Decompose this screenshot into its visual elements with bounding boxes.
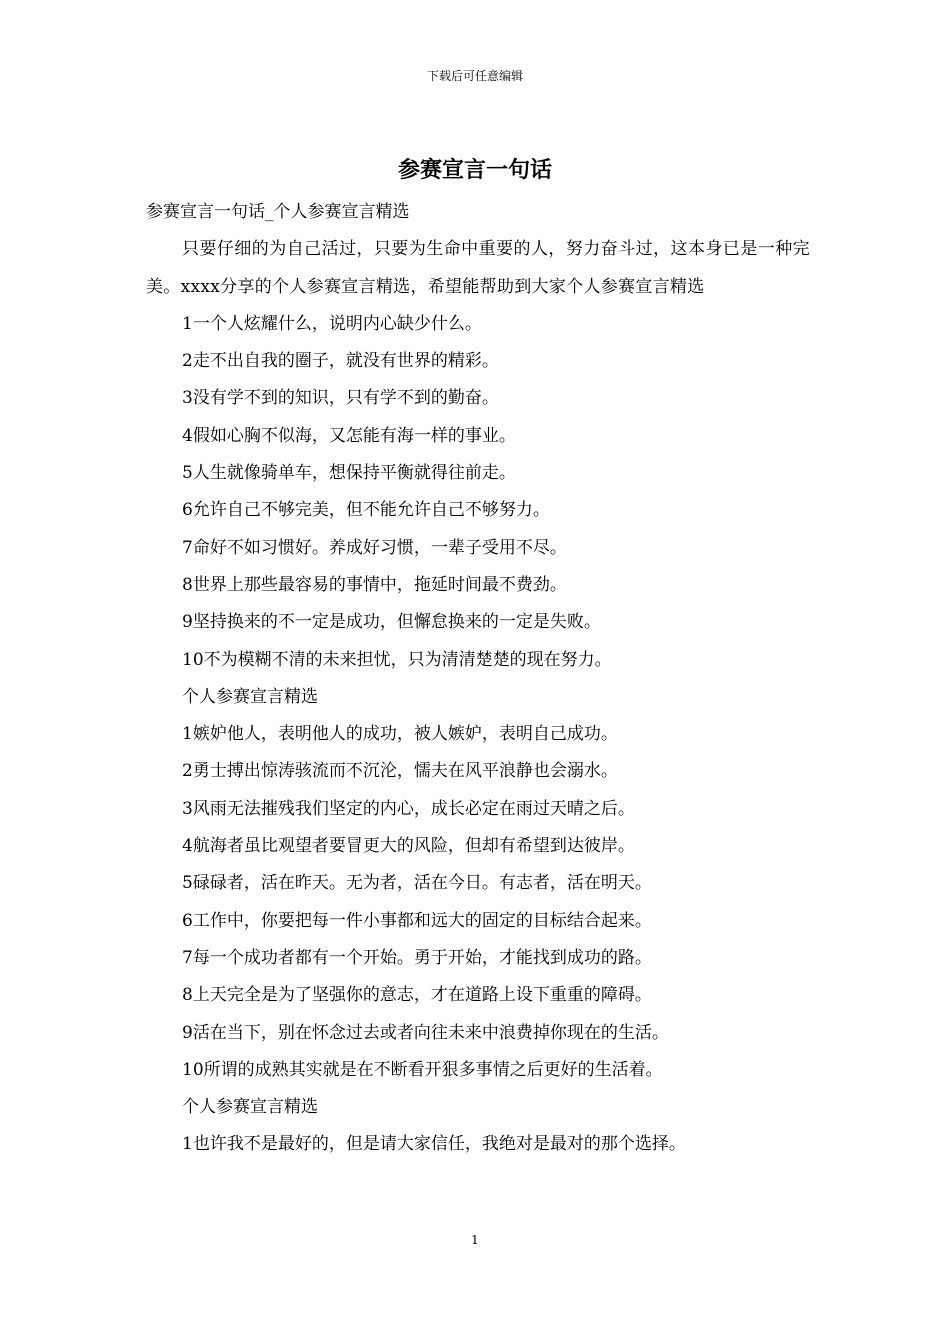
page-header-note: 下载后可任意编辑	[426, 69, 523, 83]
section-2-list	[146, 716, 810, 1089]
list-item: 2勇士搏出惊涛骇流而不沉沦，懦夫在风平浪静也会溺水。	[182, 761, 618, 782]
list-item: 8世界上那些最容易的事情中，拖延时间最不费劲。	[182, 574, 567, 595]
list-item: 1也许我不是最好的，但是请大家信任，我绝对是最对的那个选择。	[182, 1134, 686, 1155]
list-item: 9活在当下，别在怀念过去或者向往未来中浪费掉你现在的生活。	[182, 1022, 669, 1043]
list-item: 2走不出自我的圈子，就没有世界的精彩。	[182, 351, 499, 372]
section-2-heading: 个人参赛宣言精选	[182, 686, 318, 707]
list-item: 1一个人炫耀什么，说明内心缺少什么。	[182, 313, 482, 334]
list-item: 6允许自己不够完美，但不能允许自己不够努力。	[182, 500, 550, 521]
list-item: 4假如心胸不似海，又怎能有海一样的事业。	[182, 425, 516, 446]
list-item: 8上天完全是为了坚强你的意志，才在道路上设下重重的障碍。	[182, 985, 652, 1006]
page-number: 1	[471, 1233, 479, 1247]
list-item: 5碌碌者，活在昨天。无为者，活在今日。有志者，活在明天。	[182, 873, 652, 894]
list-item: 6工作中，你要把每一件小事都和远大的固定的目标结合起来。	[182, 910, 652, 931]
list-item: 1嫉妒他人，表明他人的成功，被人嫉妒，表明自己成功。	[182, 724, 618, 745]
list-item: 5人生就像骑单车，想保持平衡就得往前走。	[182, 463, 516, 484]
list-item: 10所谓的成熟其实就是在不断看开狠多事情之后更好的生活着。	[182, 1059, 663, 1080]
list-item: 7每一个成功者都有一个开始。勇于开始，才能找到成功的路。	[182, 947, 652, 968]
list-item: 9坚持换来的不一定是成功，但懈怠换来的一定是失败。	[182, 612, 601, 633]
document-body	[146, 194, 810, 1164]
intro-paragraph: 只要仔细的为自己活过，只要为生命中重要的人，努力奋斗过，这本身已是一种完美。xxxx分享的个人参赛宣言精选，希望能帮助到大家个人参赛宣言精选	[146, 239, 810, 297]
document-title: 参赛宣言一句话	[397, 157, 552, 183]
list-item: 3风雨无法摧残我们坚定的内心，成长必定在雨过天晴之后。	[182, 798, 635, 819]
section-3-heading: 个人参赛宣言精选	[182, 1097, 318, 1118]
section-3-list	[146, 1126, 810, 1163]
list-item: 3没有学不到的知识，只有学不到的勤奋。	[182, 388, 499, 409]
list-item: 4航海者虽比观望者要冒更大的风险，但却有希望到达彼岸。	[182, 836, 635, 857]
list-item: 7命好不如习惯好。养成好习惯，一辈子受用不尽。	[182, 537, 567, 558]
document-subtitle: 参赛宣言一句话_个人参赛宣言精选	[146, 202, 410, 222]
section-1-list	[146, 306, 810, 679]
list-item: 10不为模糊不清的未来担忧，只为清清楚楚的现在努力。	[182, 649, 612, 670]
